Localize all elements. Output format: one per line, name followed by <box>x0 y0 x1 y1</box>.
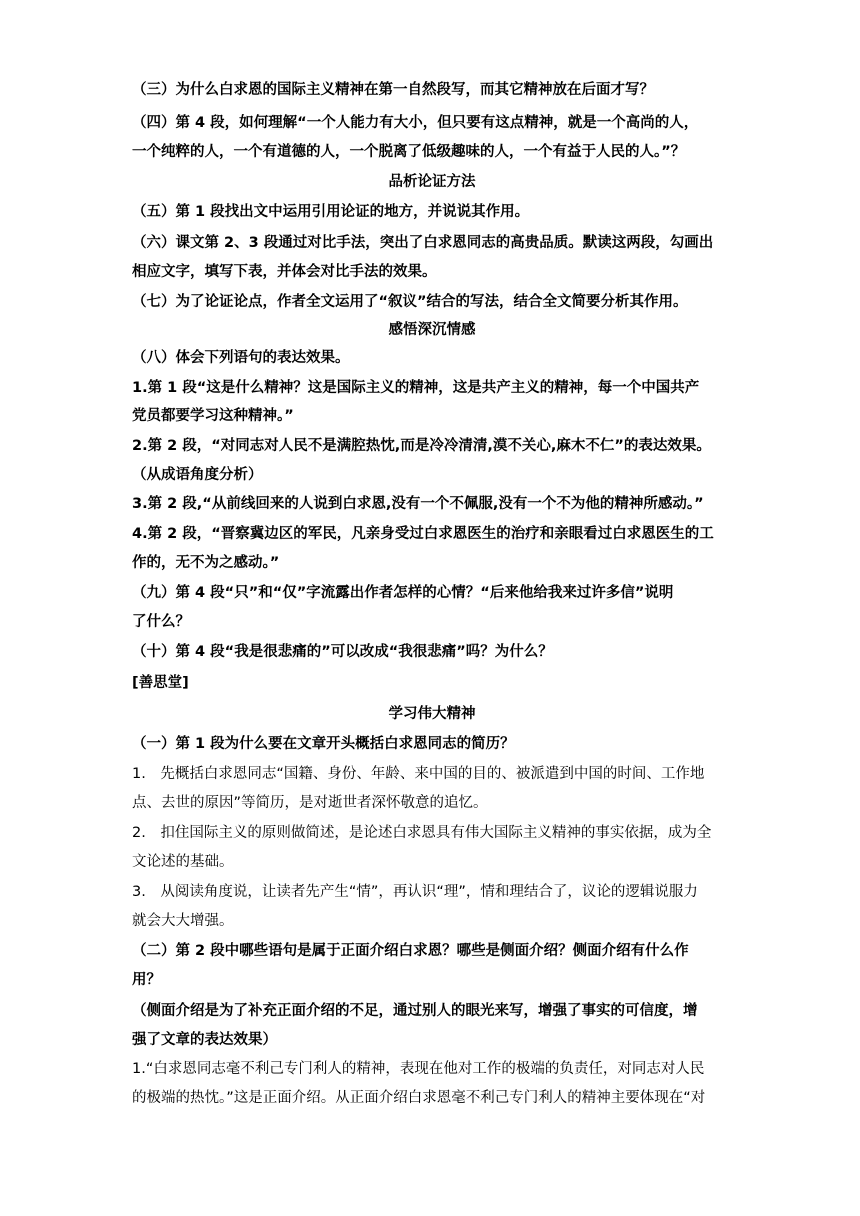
answer-question-2-line-2: 用？ <box>132 972 161 988</box>
section-heading-spirit: 学习伟大精神 <box>388 706 476 722</box>
item-8-2-line-2: （从成语角度分析） <box>132 467 263 483</box>
answer-2-point-1-line-1: 1.“白求恩同志毫不利己专门利人的精神，表现在他对工作的极端的负责任，对同志对人民 <box>132 1061 705 1077</box>
question-8: （八）体会下列语句的表达效果。 <box>132 350 350 366</box>
section-label-shansitang: [善思堂] <box>132 675 189 691</box>
answer-1-point-1-line-2: 点、去世的原因”等简历，是对逝世者深怀敬意的追忆。 <box>132 795 488 811</box>
item-8-1-line-2: 党员都要学习这种精神。” <box>132 408 294 424</box>
section-heading-argument-methods: 品析论证方法 <box>388 174 476 190</box>
question-10: （十）第 4 段“我是很悲痛的”可以改成“我很悲痛”吗？为什么？ <box>132 644 553 660</box>
section-heading-emotion: 感悟深沉情感 <box>388 322 476 338</box>
question-5: （五）第 1 段找出文中运用引用论证的地方，并说说其作用。 <box>132 204 530 220</box>
answer-1-point-3-line-1: 3. 从阅读角度说，让读者先产生“情”，再认识“理”，情和理结合了，议论的逻辑说服力 <box>132 884 698 900</box>
question-9-line-2: 了什么？ <box>132 614 190 630</box>
item-8-3: 3.第 2 段,“从前线回来的人说到白求恩,没有一个不佩服,没有一个不为他的精神所感动。” <box>132 496 704 512</box>
answer-question-1: （一）第 1 段为什么要在文章开头概括白求恩同志的简历？ <box>132 736 515 752</box>
item-8-4-line-2: 作的，无不为之感动。” <box>132 555 280 571</box>
question-4-line-1: （四）第 4 段，如何理解“一个人能力有大小，但只要有这点精神，就是一个高尚的人， <box>132 115 699 131</box>
item-8-1-line-1: 1.第 1 段“这是什么精神？这是国际主义的精神，这是共产主义的精神，每一个中国共产 <box>132 380 700 396</box>
answer-1-point-2-line-1: 2. 扣住国际主义的原则做简述，是论述白求恩具有伟大国际主义精神的事实依据，成为全 <box>132 825 712 841</box>
item-8-2-line-1: 2.第 2 段，“对同志对人民不是满腔热忱,而是冷冷清清,漠不关心,麻木不仁”的表达效果。 <box>132 438 711 454</box>
answer-1-point-1-line-1: 1. 先概括白求恩同志“国籍、身份、年龄、来中国的目的、被派遣到中国的时间、工作地 <box>132 766 705 782</box>
question-4-line-2: 一个纯粹的人，一个有道德的人，一个脱离了低级趣味的人，一个有益于人民的人。”？ <box>132 144 686 160</box>
question-7: （七）为了论证论点，作者全文运用了“叙议”结合的写法，结合全文简要分析其作用。 <box>132 294 688 310</box>
answer-1-point-2-line-2: 文论述的基础。 <box>132 854 234 870</box>
question-9-line-1: （九）第 4 段“只”和“仅”字流露出作者怎样的心情？“后来他给我来过许多信”说明 <box>132 585 674 601</box>
item-8-4-line-1: 4.第 2 段，“晋察冀边区的军民，凡亲身受过白求恩医生的治疗和亲眼看过白求恩医生的工 <box>132 526 714 542</box>
answer-1-point-3-line-2: 就会大大增强。 <box>132 913 234 929</box>
question-3: （三）为什么白求恩的国际主义精神在第一自然段写，而其它精神放在后面才写？ <box>132 82 654 98</box>
side-intro-note-line-1: （侧面介绍是为了补充正面介绍的不足，通过别人的眼光来写，增强了事实的可信度，增 <box>132 1003 698 1019</box>
answer-question-2-line-1: （二）第 2 段中哪些语句是属于正面介绍白求恩？哪些是侧面介绍？侧面介绍有什么作 <box>132 943 689 959</box>
answer-2-point-1-line-2: 的极端的热忱。”这是正面介绍。从正面介绍白求恩毫不利己专门利人的精神主要体现在“对 <box>132 1090 706 1106</box>
question-6-line-1: （六）课文第 2、3 段通过对比手法，突出了白求恩同志的高贵品质。默读这两段，勾画出 <box>132 235 714 251</box>
question-6-line-2: 相应文字，填写下表，并体会对比手法的效果。 <box>132 264 437 280</box>
side-intro-note-line-2: 强了文章的表达效果） <box>132 1032 277 1048</box>
